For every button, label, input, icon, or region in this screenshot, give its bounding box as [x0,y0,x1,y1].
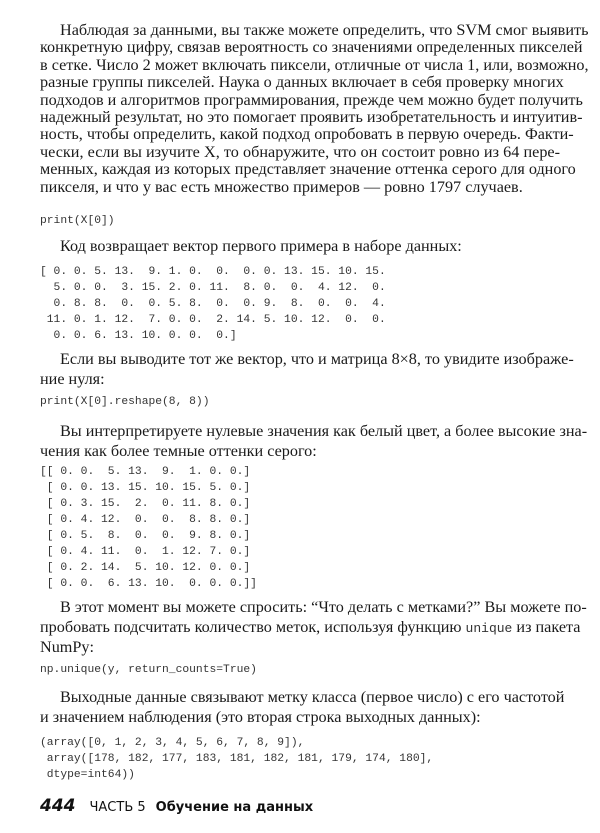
text-line: конкретную цифру, связав вероятность со значениями определенных пикселей [40,38,583,57]
part-label: ЧАСТЬ 5 [89,800,146,815]
text-line: подходов и алгоритмов программирования, прежде чем можно будет получить [40,90,583,109]
page-footer [40,796,313,816]
text-line: Код возвращает вектор первого примера в наборе данных: [60,237,462,255]
text-segment: из пакета [512,618,581,636]
text-line: NumPy: [40,638,94,656]
text-line: и значением наблюдения (это вторая строка выходных данных): [40,708,481,726]
text-line: надежный результат, но это помогает проявить изобретательность и интуитив- [40,107,583,126]
text-line: менных, каждая из которых представляет значение оттенка серого для одного [40,160,576,179]
output-vector: [ 0. 0. 5. 13. 9. 1. 0. 0. 0. 0. 13. 15. 10. 15. 5. 0. 0. 3. 15. 2. 0. 11. 8. 0. 0. 4. 12. 0. 0. 8. 8. 0. 0. 5. 8. 0. 0. 9. 8. 0. 0. 4. 11. 0. 1. 12. 7. 0. 0. 2. 14. 5. 10. 12. 0. 0. 0. 0. 6. 13. 10. 0. 0. 0.] [40,266,386,342]
text-line [40,617,581,637]
text-line: Выходные данные связывают метку класса (первое число) с его частотой [60,688,565,706]
text-line: чения как более темные оттенки серого: [40,442,317,460]
text-line: В этот момент вы можете спросить: “Что делать с метками?” Вы можете по- [60,598,587,616]
text-line: в сетке. Число 2 может включать пиксели, отличные от числа 1, или, возможно, [40,55,589,74]
code-np-unique: np.unique(y, return_counts=True) [40,664,257,676]
text-line: ность, чтобы определить, какой подход опробовать в первую очередь. Факти- [40,125,574,144]
code-print-reshape: print(X[0].reshape(8, 8)) [40,396,210,408]
text-line: ние нуля: [40,370,105,388]
output-matrix: [[ 0. 0. 5. 13. 9. 1. 0. 0.] [ 0. 0. 13. 15. 10. 15. 5. 0.] [ 0. 3. 15. 2. 0. 11. 8. 0.] [ 0. 4. 12. 0. 0. 8. 8. 0.] [ 0. 5. 8. 0. 0. 9. 8. 0.] [ 0. 4. 11. 0. 1. 12. 7. 0.] [ 0. 2. 14. 5. 10. 12. 0. 0.] [ 0. 0. 6. 13. 10. 0. 0. 0.]] [40,466,257,590]
text-line: Наблюдая за данными, вы также можете определить, что SVM смог выявить [60,21,589,39]
paragraph-1 [40,21,589,196]
text-segment: пробовать подсчитать количество меток, используя функцию [40,618,466,636]
text-line: Если вы выводите тот же вектор, что и матрица 8×8, то увидите изображе- [60,350,574,368]
text-line: чески, если вы изучите X, то обнаружите, что он состоит ровно из 64 пере- [40,142,560,161]
text-line: разные группы пикселей. Наука о данных включает в себя проверку многих [40,73,564,92]
paragraph-6 [40,687,565,727]
paragraph-5 [40,597,587,657]
text-line: Вы интерпретируете нулевые значения как белый цвет, а более высокие зна- [60,422,588,440]
code-print-x0: print(X[0]) [40,215,115,227]
inline-code-unique: unique [465,621,513,636]
paragraph-4 [40,421,588,461]
paragraph-2 [40,238,560,255]
page-number: 444 [40,796,76,816]
paragraph-3 [40,349,574,389]
text-line: пикселя, и что у вас есть множество примеров — ровно 1797 случаев. [40,177,523,196]
chapter-title: Обучение на данных [155,800,314,815]
output-unique-counts: (array([0, 1, 2, 3, 4, 5, 6, 7, 8, 9]), array([178, 182, 177, 183, 181, 182, 181, 179, 174, 180], dtype=int64)) [40,737,434,781]
